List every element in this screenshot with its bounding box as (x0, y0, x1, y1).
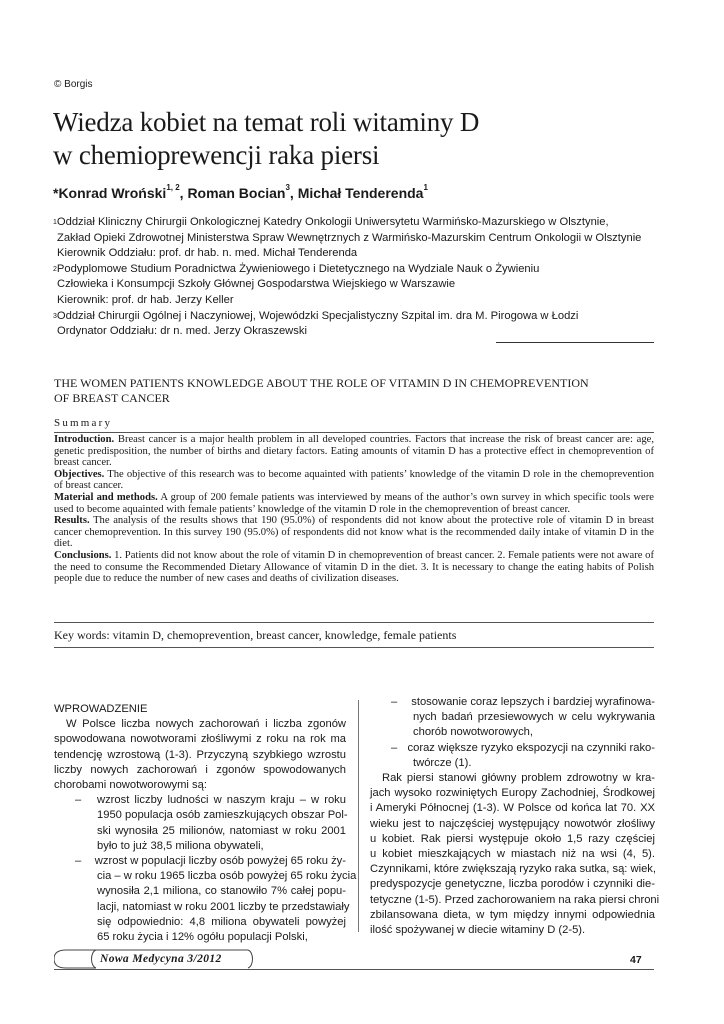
affiliations (53, 215, 673, 340)
body-column-right (370, 695, 660, 938)
body-line (370, 756, 655, 771)
affiliation-number: 1 (53, 219, 57, 226)
body-line (370, 923, 655, 938)
affiliation-text: Kierownik Oddziału: prof. dr hab. n. med. Michał Tenderenda (57, 247, 358, 260)
body-text: coraz większe ryzyko ekspozycji na czynniki rako- (407, 741, 655, 754)
body-column-left (54, 702, 357, 945)
body-text: tetyczne (1-5). Przed zachorowaniem na raka piersi chroni (370, 893, 660, 906)
body-line (54, 778, 346, 793)
body-text: wieku jest to najczęściej występujący nowotwór złośliwy (370, 817, 655, 830)
affiliation-text: Człowieka i Konsumpcji Szkoły Głównej Gospodarstwa Wiejskiego w Warszawie (57, 278, 456, 291)
body-line (370, 695, 655, 710)
summary-divider (54, 647, 654, 648)
author-name: Michał Tenderenda (297, 185, 424, 201)
body-text: twórcze (1). (413, 756, 472, 769)
author-affiliation-ref: 1 (423, 183, 428, 192)
journal-name: Nowa Medycyna 3/2012 (100, 953, 222, 965)
page-number: 47 (630, 954, 642, 966)
body-text: cia – w roku 1965 liczba osób powyżej 65 roku życia (97, 870, 357, 883)
affiliation-divider (496, 342, 654, 343)
body-line (54, 748, 346, 763)
body-text: liczby nowych zachorowań i zgonów spowodowanych (54, 763, 346, 776)
summary-section (54, 515, 654, 550)
summary-section (54, 469, 654, 492)
body-text: ski wynosiła 25 milionów, natomiast w roku 2001 (97, 824, 346, 837)
author-name: Roman Bocian (187, 185, 286, 201)
body-text: wzrost w populacji liczby osób powyżej 65 roku ży- (94, 855, 346, 868)
affiliation-line (53, 309, 673, 325)
affiliation-text: Zakład Opieki Zdrowotnej Ministerstwa Spraw Wewnętrznych z Warmińsko-Mazurskim Centrum Onkologii w Olsztynie (57, 231, 642, 244)
body-text: Czynnikami, które zwiększają ryzyko raka sutka, są: wiek, (370, 863, 656, 876)
article-title (53, 106, 673, 172)
summary-section-text: The objective of this research was to become aquainted with patients’ knowledge of the vitamin D role in the chemoprevention of breast cancer. (54, 468, 654, 492)
body-text: stosowanie coraz lepszych i bardziej wyrafinowa- (411, 696, 655, 708)
affiliation-line (53, 277, 673, 293)
section-heading (54, 702, 346, 717)
english-title-line: OF BREAST CANCER (54, 390, 170, 405)
body-line (54, 900, 350, 915)
affiliation-line (53, 262, 673, 278)
body-line (370, 801, 655, 816)
summary-section-label: Conclusions. (54, 549, 112, 561)
keywords: Key words: vitamin D, chemoprevention, breast cancer, knowledge, female patients (54, 628, 457, 642)
publisher-label: © Borgis (54, 79, 93, 90)
body-text: lacji, natomiast w roku 2001 liczby te przedstawiały (97, 900, 350, 913)
affiliation-text: Oddział Kliniczny Chirurgii Onkologicznej Katedry Onkologii Uniwersytetu Warmińsko-Mazurskiego w Olsztynie, (56, 216, 609, 228)
body-text: jach wysoko rozwiniętych Europy Zachodniej, Środkowej (370, 787, 655, 800)
body-line (54, 763, 346, 778)
summary-divider (54, 622, 654, 623)
author-list (53, 185, 428, 201)
body-line (370, 908, 655, 923)
body-text: wzrost liczby ludności w naszym kraju – w roku (97, 794, 346, 807)
body-line (370, 893, 660, 908)
body-line (54, 793, 346, 808)
body-line (54, 824, 346, 839)
english-title (54, 376, 654, 405)
affiliation-text: Podyplomowe Studium Poradnictwa Żywieniowego i Dietetycznego na Wydziale Nauk o Żywieniu (56, 262, 540, 275)
body-text: nych badań przesiewowych w celu wykrywania (413, 711, 655, 724)
body-line (54, 839, 346, 854)
author-name: *Konrad Wroński (53, 185, 167, 201)
body-line (54, 854, 346, 869)
affiliation-line (53, 246, 673, 262)
affiliation-number: 2 (53, 265, 57, 273)
summary-section-label: Introduction. (54, 434, 115, 445)
body-line (370, 847, 655, 862)
affiliation-line (53, 231, 673, 247)
affiliation-line (53, 215, 673, 231)
affiliation-text: Kierownik: prof. dr hab. Jerzy Keller (57, 293, 234, 306)
summary-section-label: Material and methods. (54, 491, 158, 503)
body-text: u kobiet mieszkających w miastach niż na wsi (4, 5). (370, 848, 655, 861)
body-text: wynosiła 2,1 miliona, co stanowiło 7% całej popu- (97, 885, 346, 898)
body-text: 1950 populacja osób zamieszkujących obszar Pol- (97, 809, 348, 822)
body-text: WPROWADZENIE (54, 703, 148, 715)
summary-section (54, 434, 654, 469)
summary-section-text: A group of 200 female patients was interviewed by means of the author’s own survey in which specific tools were used to become aquainted with female patients’ knowledge of the vitamin D role in the chemoprevention of breast cancer. (54, 491, 654, 515)
summary-divider (54, 432, 654, 433)
summary-section (54, 492, 654, 515)
body-text: zbilansowana dieta, w tym między innymi odpowiednia (370, 908, 655, 921)
body-text: ilość spożywanej w diecie witaminy D (2-5). (370, 924, 586, 937)
body-text: i Ameryki Północnej (1-3). W Polsce od końca lat 70. XX (370, 802, 655, 815)
body-line (54, 915, 346, 930)
body-line (54, 717, 346, 732)
title-line: Wiedza kobiet na temat roli witaminy D (53, 107, 480, 137)
body-text: u kobiet. Rak piersi występuje około 1,5 razy częściej (370, 832, 655, 845)
author-separator: , (289, 185, 298, 201)
summary-section-text: The analysis of the results shows that 190 (95.0%) of respondents did not know about the protective role of vitamin D in breast cancer chemoprevention. In this survey 190 (95.0%) of respondents did not know what is the recommended daily intake of vitamin D in the diet. (54, 515, 654, 550)
affiliation-number: 3 (53, 312, 57, 320)
body-text: Rak piersi stanowi główny problem zdrowotny w kra- (382, 772, 655, 785)
summary-heading: Summary (54, 417, 113, 429)
footer-divider (54, 969, 654, 970)
footer-ornament-left (54, 950, 96, 968)
affiliation-text: Oddział Chirurgii Ogólnej i Naczyniowej, Wojewódzki Specjalistyczny Szpital im. dra M. Pirogowa w Łodzi (56, 309, 579, 322)
body-line (370, 877, 655, 892)
body-line (54, 869, 357, 884)
body-line (54, 732, 346, 747)
body-line (54, 808, 346, 823)
body-line (54, 930, 346, 945)
affiliation-text: Ordynator Oddziału: dr n. med. Jerzy Okraszewski (57, 325, 307, 338)
list-bullet: – (75, 794, 82, 807)
column-divider (358, 700, 359, 932)
body-text: chorobami nowotworowymi są: (54, 779, 207, 792)
body-text: było to już 38,5 miliona obywateli, (97, 839, 264, 852)
title-line: w chemioprewencji raka piersi (53, 140, 380, 170)
body-text: predyspozycje genetyczne, liczba porodów i czynniki die- (370, 878, 655, 891)
body-line (370, 786, 655, 801)
body-text: 65 roku życia i 12% ogółu populacji Polski, (97, 931, 308, 944)
body-line (370, 832, 655, 847)
summary-body (54, 434, 654, 585)
body-text: tendencję wzrostową (1-3). Przyczyną szybkiego wzrostu (54, 748, 346, 761)
summary-section-label: Objectives. (54, 468, 105, 480)
body-text: W Polsce liczba nowych zachorowań i liczba zgonów (66, 718, 346, 731)
body-line (54, 884, 346, 899)
body-line (370, 725, 655, 740)
affiliation-line (53, 293, 673, 309)
affiliation-line (53, 324, 673, 340)
summary-section (54, 550, 654, 585)
english-title-line: THE WOMEN PATIENTS KNOWLEDGE ABOUT THE ROLE OF VITAMIN D IN CHEMOPREVENTION (54, 376, 589, 390)
summary-section-label: Results. (54, 515, 90, 527)
body-text: się odpowiednio: 4,8 miliona obywateli powyżej (97, 915, 346, 928)
summary-section-text: 1. Patients did not know about the role of vitamin D in chemoprevention of breast cancer. 2. Female patients were not aware of the need to consume the Recommended Dietary Allowance of vitamin D in the diet. 3. It is necessary to change the eating habits of Polish people due to reduce the number of new cases and deaths of civilization diseases. (54, 549, 654, 585)
body-line (370, 771, 655, 786)
body-line (370, 710, 655, 725)
author-affiliation-ref: 3 (285, 183, 290, 192)
body-line (370, 817, 655, 832)
body-line (370, 862, 655, 877)
body-text: spowodowana nowotworami złośliwymi z roku na rok ma (54, 733, 346, 746)
list-bullet: – (391, 741, 398, 754)
list-bullet: – (75, 855, 82, 868)
body-text: chorób nowotworowych, (413, 726, 534, 739)
body-line (370, 741, 655, 756)
summary-section-text: Breast cancer is a major health problem in all developed countries. Factors that increase the risk of breast cancer are: age, genetic predisposition, the number of births and dietary factors. Eating amounts of vitamin D has a protective effect in chemoprevention of breast cancer. (54, 434, 654, 469)
list-bullet: – (391, 696, 398, 708)
footer-ornament-right (248, 950, 253, 968)
author-affiliation-ref: 1, 2 (166, 183, 180, 192)
author-separator: , (179, 185, 188, 201)
